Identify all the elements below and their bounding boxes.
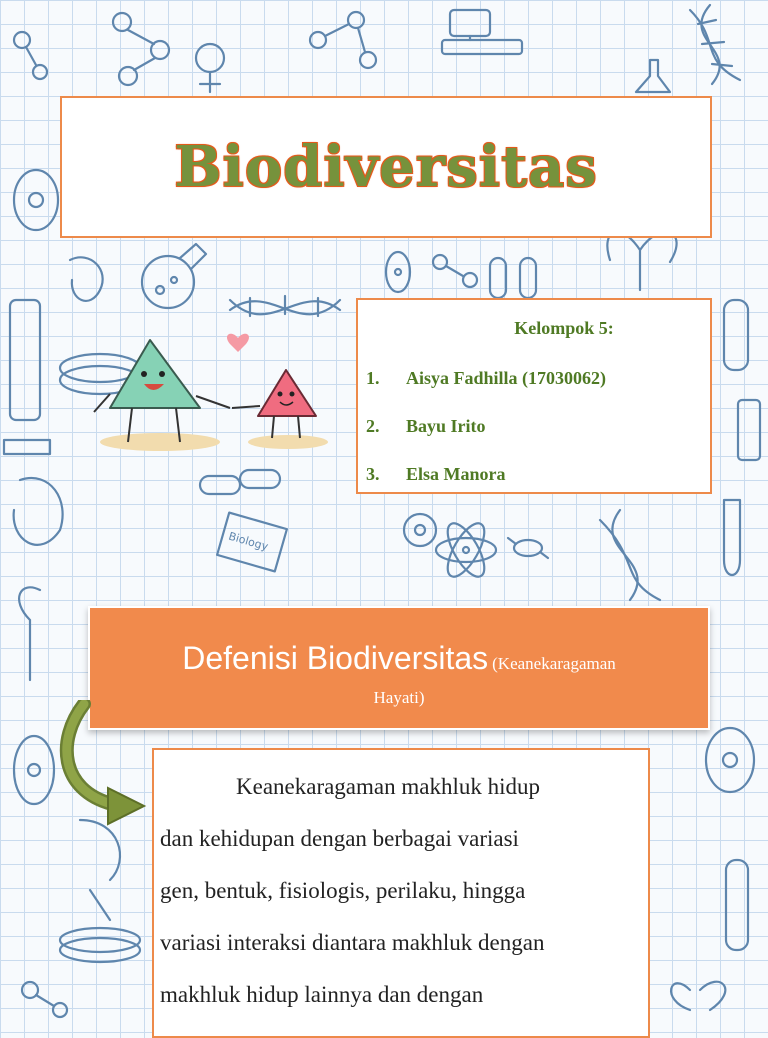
molecule-icon xyxy=(113,13,169,85)
ground-shadow xyxy=(100,433,220,451)
group-heading: Kelompok 5: xyxy=(514,318,614,338)
molecule-icon xyxy=(22,982,67,1017)
molecule-icon xyxy=(310,12,376,68)
member-number: 2. xyxy=(366,416,380,436)
petri-dish-icon xyxy=(60,928,140,962)
title-box xyxy=(60,96,712,238)
atom-icon xyxy=(436,518,496,582)
definition-line: dan kehidupan dengan berbagai variasi xyxy=(160,826,519,851)
ground-shadow xyxy=(248,435,328,449)
definition-heading-sub: (Keanekaragaman xyxy=(492,654,616,673)
dna-icon xyxy=(600,510,660,600)
molecule-icon xyxy=(14,32,47,79)
slide-title: Biodiversitas xyxy=(174,134,598,200)
member-item xyxy=(366,416,486,437)
member-number: 3. xyxy=(366,464,380,484)
member-item xyxy=(366,464,506,485)
definition-line: makhluk hidup lainnya dan dengan xyxy=(160,982,484,1007)
test-tube-icon xyxy=(724,500,740,575)
bacteria-icon xyxy=(508,538,548,558)
cell-icon xyxy=(14,478,63,545)
group-members-box xyxy=(356,298,712,494)
flask-icon xyxy=(636,60,670,92)
bacteria-icon xyxy=(80,820,120,920)
microscope-icon xyxy=(442,10,522,54)
member-number: 1. xyxy=(366,368,380,388)
microscope-icon xyxy=(4,300,50,454)
member-name: Elsa Manora xyxy=(406,464,506,484)
cell-icon xyxy=(14,736,54,804)
molecule-icon xyxy=(433,255,477,287)
cell-icon xyxy=(706,728,754,792)
plant-icon xyxy=(19,587,40,680)
chromosome-icon xyxy=(200,470,280,494)
dna-icon xyxy=(230,296,340,316)
member-name: Aisya Fadhilla (17030062) xyxy=(406,368,607,388)
female-symbol-icon xyxy=(196,44,224,92)
big-triangle-mascot xyxy=(94,340,230,442)
definition-banner xyxy=(88,606,710,730)
plant-icon xyxy=(671,982,725,1010)
bacteria-icon xyxy=(70,257,103,301)
plant-icon xyxy=(607,232,676,290)
member-item xyxy=(366,368,606,389)
atom-icon xyxy=(386,252,410,292)
mascot-illustration xyxy=(90,330,340,460)
flask-icon xyxy=(142,244,206,308)
biology-book-label: Biology xyxy=(227,529,270,554)
test-tube-icon xyxy=(724,300,760,460)
member-name: Bayu Irito xyxy=(406,416,486,436)
cell-icon xyxy=(14,170,58,230)
definition-heading xyxy=(90,640,708,677)
small-triangle-mascot xyxy=(232,370,316,438)
cell-icon xyxy=(404,514,436,546)
definition-line: gen, bentuk, fisiologis, perilaku, hingga xyxy=(160,878,526,903)
definition-line: Keanekaragaman makhluk hidup xyxy=(236,774,540,799)
test-tube-icon xyxy=(726,860,748,950)
test-tube-icon xyxy=(490,258,536,298)
definition-heading-sub-continued: Hayati) xyxy=(373,688,425,707)
dna-icon xyxy=(690,5,740,84)
heart-icon xyxy=(227,334,249,352)
definition-heading-main: Defenisi Biodiversitas xyxy=(182,640,489,676)
definition-body xyxy=(152,748,650,1038)
definition-line: variasi interaksi diantara makhluk dengan xyxy=(160,930,545,955)
biology-book-icon xyxy=(217,513,287,572)
curved-arrow-icon xyxy=(52,700,162,830)
